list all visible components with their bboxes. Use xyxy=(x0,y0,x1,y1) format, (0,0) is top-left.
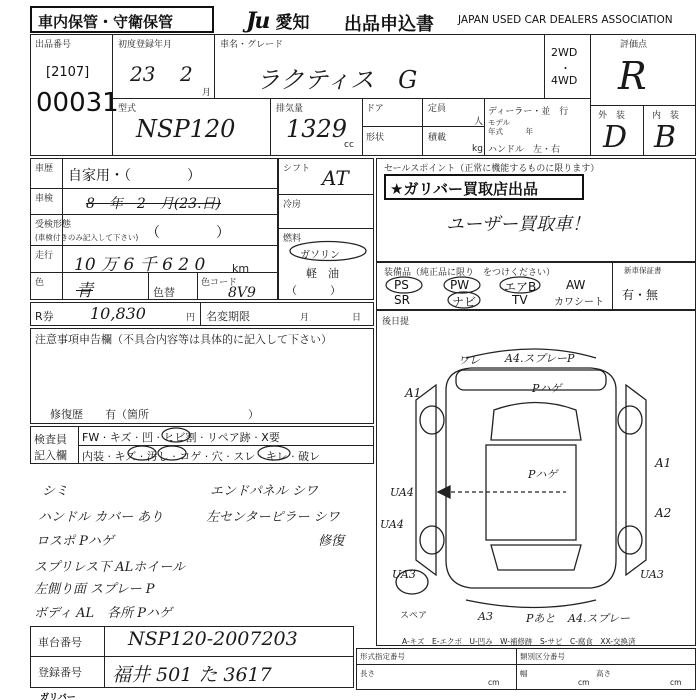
capacity-unit: 人 xyxy=(474,117,484,127)
car-name-label: 車名・グレード xyxy=(220,40,284,50)
inspector-dirt: 汚し xyxy=(146,450,169,463)
handle-position: ハンドル 左・右 xyxy=(488,145,561,155)
registration-month-unit: 月 xyxy=(202,88,212,98)
diag-label-7: UA4 xyxy=(390,486,414,499)
cooling-label: 冷房 xyxy=(283,200,302,210)
registration-month: 2 xyxy=(180,62,193,86)
equipment-sr: SR xyxy=(394,293,410,307)
association-name: JAPAN USED CAR DEALERS ASSOCIATION xyxy=(458,14,673,26)
acceptance-paren: （ ） xyxy=(146,225,230,241)
mileage-value: 10 万 6 千 6 2 0 xyxy=(74,255,206,275)
fuel-gasoline: ガソリン xyxy=(300,250,340,261)
form-number-label: 形式指定番号 xyxy=(360,652,405,661)
equipment-label: 装備品（純正品に限り をつけください） xyxy=(384,268,556,278)
color-change-label: 色替 xyxy=(153,286,175,299)
expiry-day: 日 xyxy=(352,313,362,323)
size-length-label: 長さ xyxy=(360,669,375,678)
drive-dot: ・ xyxy=(560,62,571,75)
plate-label: 登録番号 xyxy=(38,666,82,679)
repair-history: 修復歴 有（箇所 ） xyxy=(50,408,259,421)
remark-4: スプリレス下 ALホイール xyxy=(34,560,185,575)
interior-label: 内 装 xyxy=(652,111,680,121)
registration-year: 23 xyxy=(130,62,156,86)
inspector-cut: キレ xyxy=(265,450,288,463)
remark-3: ロスポ Pハゲ xyxy=(36,534,114,549)
remark-5: 左側り面 スプレー P xyxy=(34,582,155,597)
ju-logo-text: 愛知 xyxy=(275,13,310,33)
sales-point-label: セールスポイント（正常に機能するものに限ります） xyxy=(384,164,600,174)
size-length-unit: cm xyxy=(488,678,500,687)
inspector-row-2: 内装 · キズ · 汚し · コゲ · 穴 · スレ · キレ · 破レ xyxy=(82,450,321,463)
score-value: R xyxy=(618,54,647,98)
equipment-circles xyxy=(380,276,620,310)
equipment-ps: PS xyxy=(394,278,409,292)
inspector-dent: 凹 xyxy=(142,431,153,444)
diag-label-6: Pハゲ xyxy=(528,468,558,481)
storage-label-box xyxy=(30,6,214,33)
inspector-fw: FW xyxy=(82,431,100,444)
inspector-int-scratch: キズ xyxy=(114,450,137,463)
drive-option-4wd: 4WD xyxy=(551,74,578,87)
sales-point-note: ユーザー買取車！ xyxy=(446,214,590,235)
diag-label-5: A1 xyxy=(655,456,672,470)
notes-label: 注意事項申告欄（不具合内容等は具体的に記入して下さい） xyxy=(35,333,332,346)
ju-logo xyxy=(246,8,310,34)
remark-right-1: エンドパネル シワ xyxy=(210,484,318,499)
displacement-value: 1329 xyxy=(286,115,348,143)
remark-right-2: 左センターピラー シワ xyxy=(206,510,340,525)
dealer-model-year: モデル 年式 年 xyxy=(488,118,533,136)
color-code-label: 色コード xyxy=(201,278,238,288)
inspection-value: 8 年 2 月(23.日) xyxy=(86,196,222,212)
fuel-label: 燃料 xyxy=(283,234,302,244)
equipment-airbag: エアB xyxy=(504,280,537,294)
inspector-wear: スレ xyxy=(233,450,256,463)
remark-2: ハンドル カバー あり xyxy=(38,510,164,525)
color-code-value: 8V9 xyxy=(228,285,256,301)
shape-label: 形状 xyxy=(366,133,385,143)
size-width-label: 幅 xyxy=(520,669,528,678)
diag-label-8: UA4 xyxy=(380,518,404,531)
shift-label: シフト xyxy=(283,164,311,174)
equipment-seat: カワシート xyxy=(554,297,604,308)
warranty-value: 有・無 xyxy=(622,288,659,302)
later-label: 後日提 xyxy=(382,317,410,327)
exterior-label: 外 装 xyxy=(598,111,626,121)
fuel-circle xyxy=(288,240,368,262)
remark-right-3: 修復 xyxy=(318,534,345,549)
diag-label-1: ワレ xyxy=(458,354,480,367)
displacement-label: 排気量 xyxy=(276,104,304,114)
expiry-month: 月 xyxy=(300,313,310,323)
drive-option-2wd: 2WD xyxy=(551,46,578,59)
inspector-tear: 破レ xyxy=(298,450,321,463)
lot-label: 出品番号 xyxy=(35,40,72,50)
diag-label-3: A1 xyxy=(405,386,422,400)
shift-value: AT xyxy=(322,166,349,190)
equipment-aw: AW xyxy=(566,278,586,292)
page-title: 出品申込書 xyxy=(344,14,434,35)
storage-label: 車内保管・守衛保管 xyxy=(38,13,174,31)
equipment-navi: ナビ xyxy=(452,295,477,309)
damage-legend: A-キズ E-エクボ U-凹み W-補修跡 S-サビ C-腐食 XX-交換済 xyxy=(402,637,636,646)
size-height-label: 高さ xyxy=(596,669,611,678)
interior-grade: B xyxy=(654,120,677,155)
recycle-section xyxy=(30,302,374,326)
inspector-row-1: FW · キズ · 凹 · ヒビ割 · リペア跡 · X要 xyxy=(82,431,280,444)
recycle-unit: 円 xyxy=(186,313,196,323)
size-height-unit: cm xyxy=(670,678,682,687)
inspector-x: X要 xyxy=(261,431,280,444)
inspector-crack: ヒビ割 xyxy=(163,431,197,444)
diag-label-9: A2 xyxy=(655,506,672,520)
fuel-diesel: 軽 油 xyxy=(306,267,339,280)
bottom-stamp: ガリバー xyxy=(40,693,76,700)
diag-label-10: UA3 xyxy=(392,568,416,581)
top-section xyxy=(30,34,696,156)
diag-label-11: UA3 xyxy=(640,568,664,581)
inspector-label-2: 記入欄 xyxy=(34,449,67,462)
gulliver-stamp xyxy=(384,174,584,200)
inspector-hole: 穴 xyxy=(211,450,223,463)
load-label: 積載 xyxy=(428,133,447,143)
inspector-burn: コゲ xyxy=(179,450,202,463)
history-value: 自家用・（ ） xyxy=(68,168,201,184)
exterior-grade: D xyxy=(603,120,628,155)
equipment-tv: TV xyxy=(512,293,528,307)
equipment-pw: PW xyxy=(450,278,470,292)
acceptance-label: 受検形態 xyxy=(35,220,72,230)
diag-label-4: Pハゲ xyxy=(532,382,562,395)
history-label: 車歴 xyxy=(35,164,54,174)
door-label: ドア xyxy=(366,104,384,114)
dealer-label: ディーラー・並 行 xyxy=(488,107,569,117)
plate-value: 福井 501 た 3617 xyxy=(112,664,272,686)
diag-label-14: Pあと xyxy=(526,612,556,625)
mileage-unit: km xyxy=(232,262,250,275)
lot-code: [2107] xyxy=(46,65,90,80)
inspection-label: 車検 xyxy=(35,194,54,204)
load-unit: kg xyxy=(472,144,483,154)
size-width-unit: cm xyxy=(578,678,590,687)
mileage-label: 走行 xyxy=(35,251,54,261)
diag-label-2: A4.スプレーP xyxy=(505,352,575,365)
chassis-label: 車台番号 xyxy=(38,636,82,649)
diag-label-13: A3 xyxy=(478,610,493,623)
car-name-value: ラクティス G xyxy=(256,66,418,94)
chassis-value: NSP120-2007203 xyxy=(128,628,298,650)
color-value: 青 xyxy=(76,281,93,301)
fuel-paren: （ ） xyxy=(286,284,341,297)
expiry-label: 名変期限 xyxy=(206,310,250,323)
gulliver-stamp-text: ★ガリバー買取店出品 xyxy=(390,180,538,198)
registration-label: 初度登録年月 xyxy=(118,40,173,50)
acceptance-note: (車検付きのみ記入して下さい) xyxy=(35,233,139,242)
recycle-label: R券 xyxy=(35,310,54,323)
color-label: 色 xyxy=(35,278,45,288)
displacement-unit: cc xyxy=(344,140,354,150)
remark-6: ボディ AL 各所 Pハゲ xyxy=(34,606,172,621)
score-label: 評価点 xyxy=(620,40,648,50)
inspector-scratch: キズ xyxy=(109,431,132,444)
recycle-value: 10,830 xyxy=(90,304,146,323)
lot-number: 00031 xyxy=(36,88,119,118)
model-label: 型式 xyxy=(118,104,137,114)
inspector-label-1: 検査員 xyxy=(34,433,67,446)
warranty-label: 新車保証書 xyxy=(624,266,662,275)
ju-logo-mark: Ju xyxy=(246,8,269,34)
diag-label-15: A4.スプレー xyxy=(568,612,630,625)
model-value: NSP120 xyxy=(136,115,236,143)
inspector-circles xyxy=(78,426,378,464)
category-number-label: 類別区分番号 xyxy=(520,652,565,661)
remark-1: シミ xyxy=(42,484,69,499)
capacity-label: 定員 xyxy=(428,104,447,114)
inspector-interior: 内装 xyxy=(82,450,104,463)
inspector-repair-mark: リペア跡 xyxy=(207,431,251,444)
diag-label-12: スペア xyxy=(400,611,428,621)
